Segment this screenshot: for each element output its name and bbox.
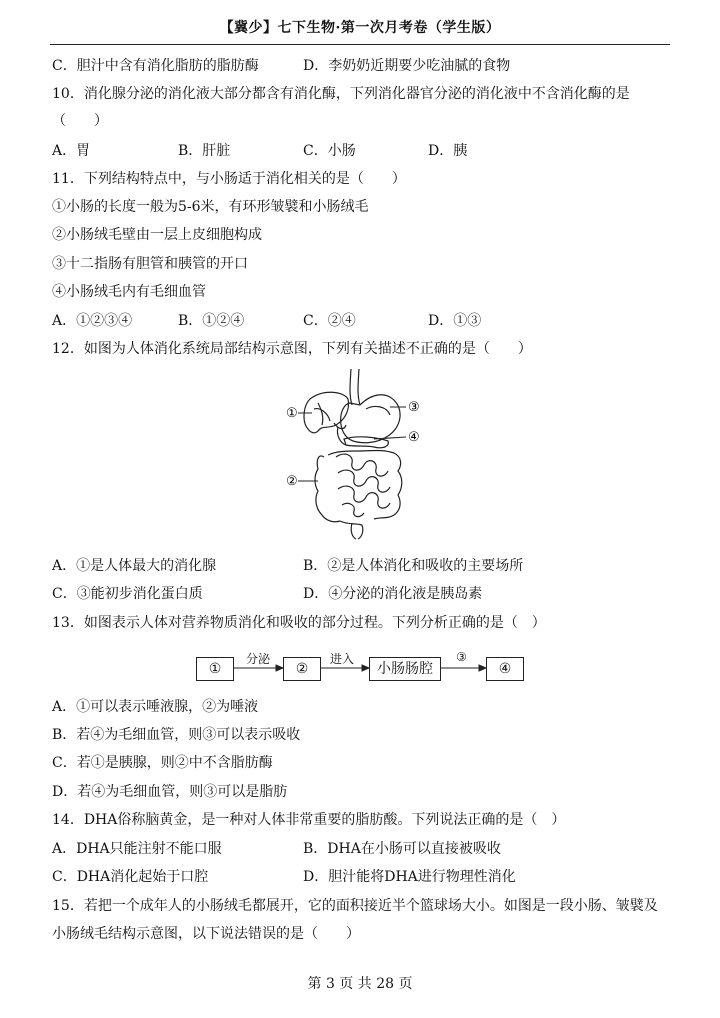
page-header: 【冀少】七下生物·第一次月考卷（学生版） (219, 20, 501, 36)
q11-statement-2: ②小肠绒毛壁由一层上皮细胞构成 (52, 227, 262, 243)
q12-option-c: C．③能初步消化蛋白质 (52, 586, 203, 602)
q14-option-a: A．DHA只能注射不能口服 (52, 841, 222, 857)
q14-option-b: B．DHA在小肠可以直接被吸收 (303, 841, 501, 857)
figure-label-4: ④ (408, 430, 420, 445)
q11-option-d: D．①③ (428, 313, 482, 329)
q13-option-b: B．若④为毛细血管，则③可以表示吸收 (52, 727, 301, 743)
q12-option-d: D．④分泌的消化液是胰岛素 (303, 586, 483, 602)
q11-stem: 11．下列结构特点中，与小肠适于消化相关的是（ ） (52, 171, 406, 187)
q11-option-a: A．①②③④ (52, 313, 133, 329)
q10-stem: 10．消化腺分泌的消化液大部分都含有消化酶，下列消化器官分泌的消化液中不含消化酶的是 (52, 86, 630, 102)
q11-option-c: C．②④ (303, 313, 356, 329)
q11-option-b: B．①②④ (178, 313, 245, 329)
header-divider (50, 44, 670, 45)
q10-bracket: （ ） (52, 113, 108, 129)
q13-option-c: C．若①是胰腺，则②中不含脂肪酶 (52, 755, 273, 771)
figure-label-1: ① (286, 406, 298, 421)
flow-box-4: ④ (486, 657, 524, 681)
flow-arrows (232, 660, 492, 676)
q15-stem-line-1: 15．若把一个成年人的小肠绒毛都展开，它的面积接近半个篮球场大小。如图是一段小肠、皱襞及 (52, 898, 658, 914)
q9-option-d: D．李奶奶近期要少吃油腻的食物 (303, 58, 511, 74)
q9-option-c: C．胆汁中含有消化脂肪的脂肪酶 (52, 58, 259, 74)
q14-option-c: C．DHA消化起始于口腔 (52, 869, 209, 885)
q15-stem-line-2: 小肠绒毛结构示意图，以下说法错误的是（ ） (52, 926, 360, 942)
q11-statement-4: ④小肠绒毛内有毛细血管 (52, 284, 206, 300)
q14-stem: 14．DHA俗称脑黄金，是一种对人体非常重要的脂肪酸。下列说法正确的是（ ） (52, 812, 566, 828)
q11-statement-1: ①小肠的长度一般为5-6米，有环形皱襞和小肠绒毛 (52, 199, 369, 215)
q10-option-b: B．肝脏 (178, 143, 231, 159)
digestive-system-figure (278, 365, 438, 540)
q10-option-c: C．小肠 (303, 143, 356, 159)
q13-stem: 13．如图表示人体对营养物质消化和吸收的部分过程。下列分析正确的是（ ） (52, 615, 546, 631)
flow-box-1: ① (196, 657, 234, 681)
q10-option-d: D．胰 (428, 143, 468, 159)
figure-label-2: ② (286, 474, 298, 489)
flow-box-3: 小肠肠腔 (369, 657, 441, 681)
q11-statement-3: ③十二指肠有胆管和胰管的开口 (52, 256, 248, 272)
flow-label-enter: 进入 (330, 652, 355, 666)
figure-label-3: ③ (408, 400, 420, 415)
q12-stem: 12．如图为人体消化系统局部结构示意图，下列有关描述不正确的是（ ） (52, 341, 532, 357)
q10-option-a: A．胃 (52, 143, 91, 159)
q14-option-d: D．胆汁能将DHA进行物理性消化 (303, 869, 516, 885)
q12-option-b: B．②是人体消化和吸收的主要场所 (303, 558, 524, 574)
flow-label-3: ③ (456, 650, 467, 664)
flow-box-2: ② (283, 657, 321, 681)
page-footer: 第 3 页 共 28 页 (307, 976, 413, 992)
q13-option-d: D．若④为毛细血管，则③可以是脂肪 (52, 784, 288, 800)
q13-option-a: A．①可以表示唾液腺，②为唾液 (52, 699, 259, 715)
q12-option-a: A．①是人体最大的消化腺 (52, 558, 217, 574)
flow-label-secrete: 分泌 (246, 652, 271, 666)
